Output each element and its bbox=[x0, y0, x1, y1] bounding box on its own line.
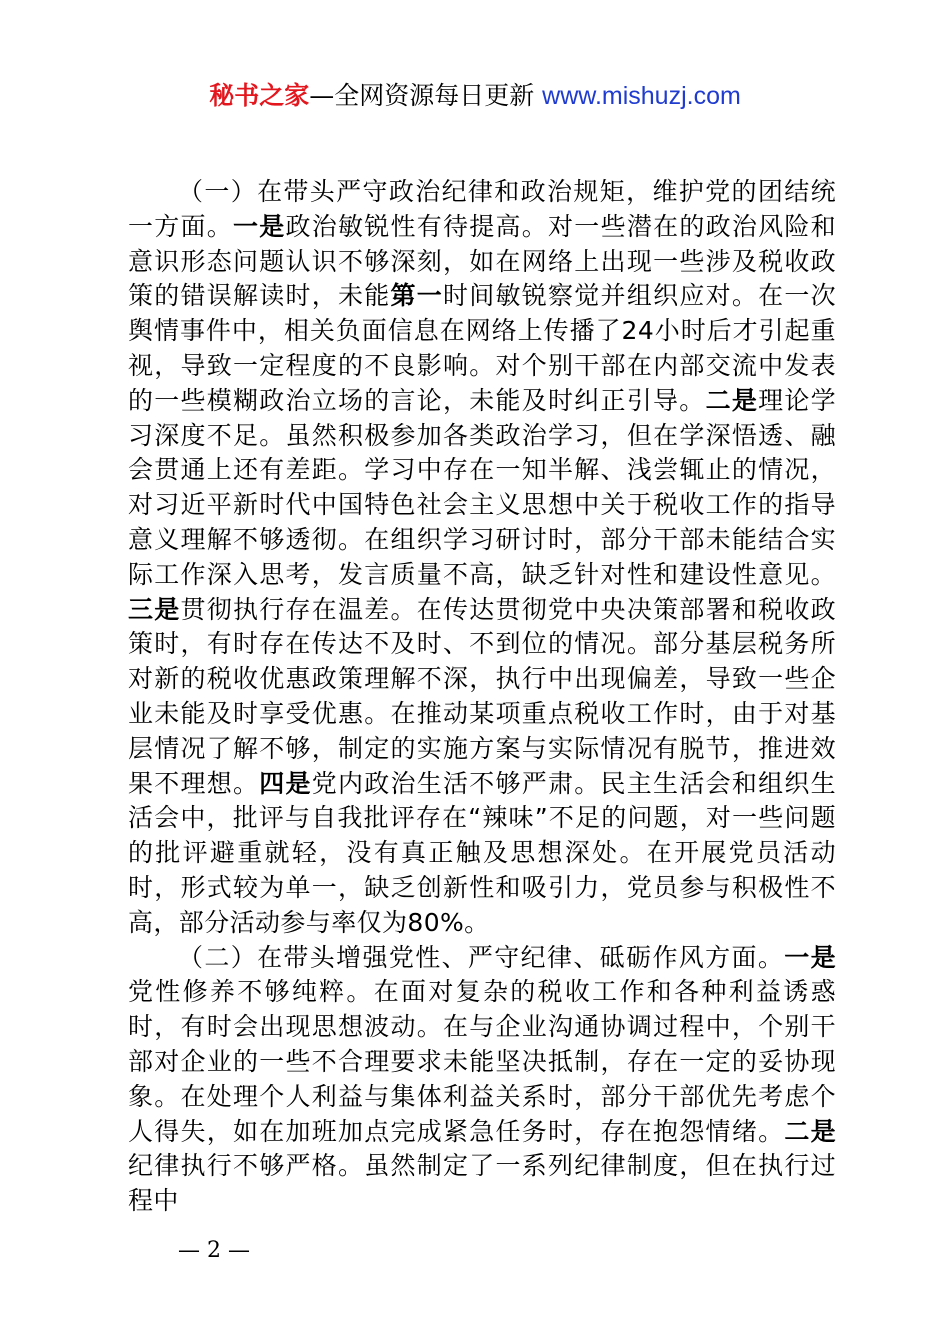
text-run: （一）在带头严守政治纪律和政治规矩，维护党的团结统一方面。 bbox=[128, 177, 836, 241]
text-run: 纪律执行不够严格。虽然制定了一系列纪律制度，但在执行过程中 bbox=[128, 1151, 836, 1216]
text-run: 党内政治生活不够严肃。民主生活会和组织生活会中，批评与自我批评存在“辣味”不足的问题，对一些问题的批评避重就轻，没有真正触及思想深处。在开展党员活动时，形式较为单一，缺乏创新性和吸引力，党员参与积极性不高，部分活动参与率仅为80%。 bbox=[128, 768, 836, 937]
bold-marker: 四是 bbox=[259, 768, 312, 798]
text-run: 党性修养不够纯粹。在面对复杂的税收工作和各种利益诱惑时，有时会出现思想波动。在与企业沟通协调过程中，个别干部对企业的一些不合理要求未能坚决抵制，存在一定的妥协现象。在处理个人利益与集体利益关系时，部分干部优先考虑个人得失，如在加班加点完成紧急任务时，存在抱怨情绪。 bbox=[128, 977, 836, 1146]
text-run: 理论学习深度不足。虽然积极参加各类政治学习，但在学深悟透、融会贯通上还有差距。学习中存在一知半解、浅尝辄止的情况，对习近平新时代中国特色社会主义思想中关于税收工作的指导意义理解不够透彻。在组织学习研讨时，部分干部未能结合实际工作深入思考，发言质量不高，缺乏针对性和建设性意见。 bbox=[128, 385, 836, 589]
bold-marker: 第一 bbox=[390, 281, 444, 311]
text-run: 贯彻执行存在温差。在传达贯彻党中央决策部署和税收政策时，有时存在传达不及时、不到位的情况。部分基层税务所对新的税收优惠政策理解不深，执行中出现偏差，导致一些企业未能及时享受优惠。在推动某项重点税收工作时，由于对基层情况了解不够，制定的实施方案与实际情况有脱节，推进效果不理想。 bbox=[128, 594, 836, 798]
site-url-link[interactable]: www.mishuzj.com bbox=[542, 82, 741, 110]
paragraph bbox=[128, 941, 836, 1219]
brand-name: 秘书之家 bbox=[209, 81, 310, 110]
text-run: （二）在带头增强党性、严守纪律、砥砺作风方面。 bbox=[178, 942, 785, 972]
bold-marker: 一是 bbox=[233, 211, 286, 241]
text-run: 时间敏锐察觉并组织应对。在一次舆情事件中，相关负面信息在网络上传播了24小时后才引起重视，导致一定程度的不良影响。对个别干部在内部交流中发表的一些模糊政治立场的言论，未能及时纠正引导。 bbox=[128, 281, 836, 415]
bold-marker: 二是 bbox=[784, 1116, 836, 1146]
paragraph bbox=[128, 175, 836, 941]
document-body bbox=[128, 175, 836, 1219]
bold-marker: 一是 bbox=[784, 942, 836, 972]
banner-slogan: —全网资源每日更新 bbox=[309, 81, 543, 110]
bold-marker: 三是 bbox=[128, 594, 181, 624]
text-run: 政治敏锐性有待提高。对一些潜在的政治风险和意识形态问题认识不够深刻，如在网络上出现一些涉及税收政策的错误解读时，未能 bbox=[128, 211, 836, 311]
site-banner bbox=[0, 78, 950, 114]
page-number: — 2 — bbox=[178, 1238, 250, 1263]
bold-marker: 二是 bbox=[705, 385, 759, 415]
